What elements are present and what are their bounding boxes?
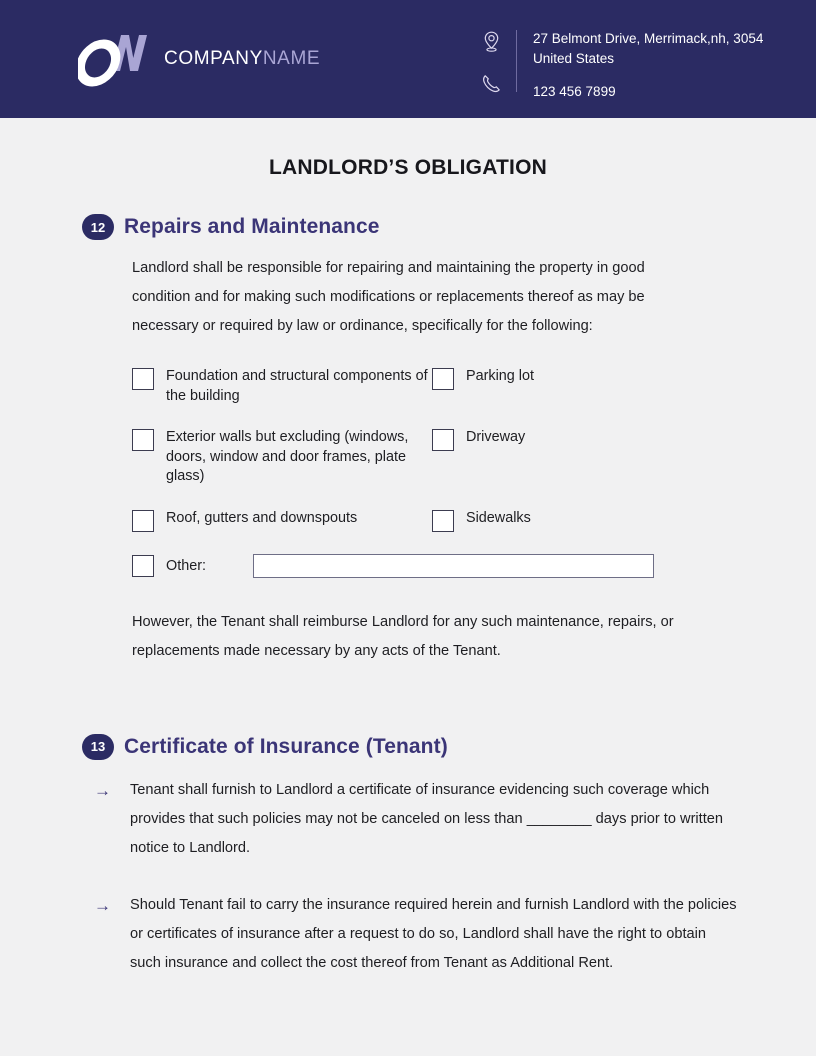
section-certificate-of-insurance <box>0 734 816 978</box>
map-pin-icon <box>483 31 500 52</box>
checkbox-item-foundation[interactable] <box>132 367 432 406</box>
section-13-header <box>82 734 738 760</box>
section-13-title: Certificate of Insurance (Tenant) <box>124 734 448 758</box>
checkbox-row <box>132 509 738 532</box>
section-repairs-and-maintenance <box>0 214 816 666</box>
insurance-bullet-list <box>82 776 738 978</box>
section-13-number-badge: 13 <box>82 734 114 760</box>
brand-wordmark <box>164 48 320 70</box>
page-header <box>0 0 816 118</box>
checkbox-input-exterior-walls[interactable] <box>132 429 154 451</box>
list-item <box>94 776 738 863</box>
phone-handset-icon <box>482 73 500 94</box>
checkbox-item-roof-gutters[interactable] <box>132 509 432 532</box>
checkbox-label-sidewalks: Sidewalks <box>466 509 531 526</box>
checkbox-label-foundation: Foundation and structural components of the building <box>166 368 428 404</box>
repairs-checkbox-grid <box>132 367 738 578</box>
checkbox-row <box>132 367 738 406</box>
checkbox-input-roof-gutters[interactable] <box>132 510 154 532</box>
insurance-bullet-2: Should Tenant fail to carry the insurance required herein and furnish Landlord with the policies or certificates of insurance after a request to do so, Landlord shall have the right to obtain such insurance and collect the cost thereof from Tenant as Additional Rent. <box>130 896 737 971</box>
section-12-number-badge: 12 <box>82 214 114 240</box>
checkbox-label-exterior-walls: Exterior walls but excluding (windows, doors, window and door frames, plate glass) <box>166 429 409 484</box>
brand-company-word: COMPANY <box>164 48 263 69</box>
checkbox-input-driveway[interactable] <box>432 429 454 451</box>
other-text-input[interactable] <box>253 554 654 578</box>
checkbox-input-foundation[interactable] <box>132 368 154 390</box>
checkbox-item-driveway[interactable] <box>432 428 722 451</box>
checkbox-item-other <box>132 554 738 578</box>
page-title: LANDLORD’S OBLIGATION <box>269 156 547 179</box>
arrow-right-icon: → <box>94 895 111 915</box>
contact-phone: 123 456 7899 <box>533 84 616 99</box>
arrow-right-icon: → <box>94 780 111 800</box>
checkbox-input-other[interactable] <box>132 555 154 577</box>
checkbox-item-exterior-walls[interactable] <box>132 428 432 487</box>
checkbox-label-roof-gutters: Roof, gutters and downspouts <box>166 509 358 526</box>
section-12-header <box>82 214 738 240</box>
insurance-bullet-1: Tenant shall furnish to Landlord a certificate of insurance evidencing such coverage which provides that such policies may not be canceled on less than ________ days prior to written notice to Landlord. <box>130 781 724 856</box>
document-body <box>0 156 816 978</box>
checkbox-item-parking-lot[interactable] <box>432 367 722 390</box>
checkbox-row <box>132 428 738 487</box>
section-12-title: Repairs and Maintenance <box>124 215 380 238</box>
checkbox-input-sidewalks[interactable] <box>432 510 454 532</box>
checkbox-input-parking-lot[interactable] <box>432 368 454 390</box>
contact-divider <box>516 30 517 92</box>
checkbox-label-parking-lot: Parking lot <box>466 368 534 384</box>
list-item <box>94 891 738 978</box>
contact-address: 27 Belmont Drive, Merrimack,nh, 3054 United States <box>533 31 764 66</box>
section-12-closing-paragraph: However, the Tenant shall reimburse Landlord for any such maintenance, repairs, or replacements made necessary by any acts of the Tenant. <box>132 613 674 659</box>
brand-name-word: NAME <box>262 48 321 69</box>
section-12-intro-paragraph: Landlord shall be responsible for repairing and maintaining the property in good condition and for making such modifications or replacements thereof as may be necessary or required by law or ordinance, specifically for the following: <box>132 260 645 334</box>
checkbox-label-other: Other: <box>166 557 206 574</box>
header-contact-info <box>476 28 773 115</box>
checkbox-label-driveway: Driveway <box>466 429 526 445</box>
brand-logo[interactable] <box>78 31 320 87</box>
on-monogram-logo-icon <box>78 31 150 87</box>
checkbox-item-sidewalks[interactable] <box>432 509 722 532</box>
